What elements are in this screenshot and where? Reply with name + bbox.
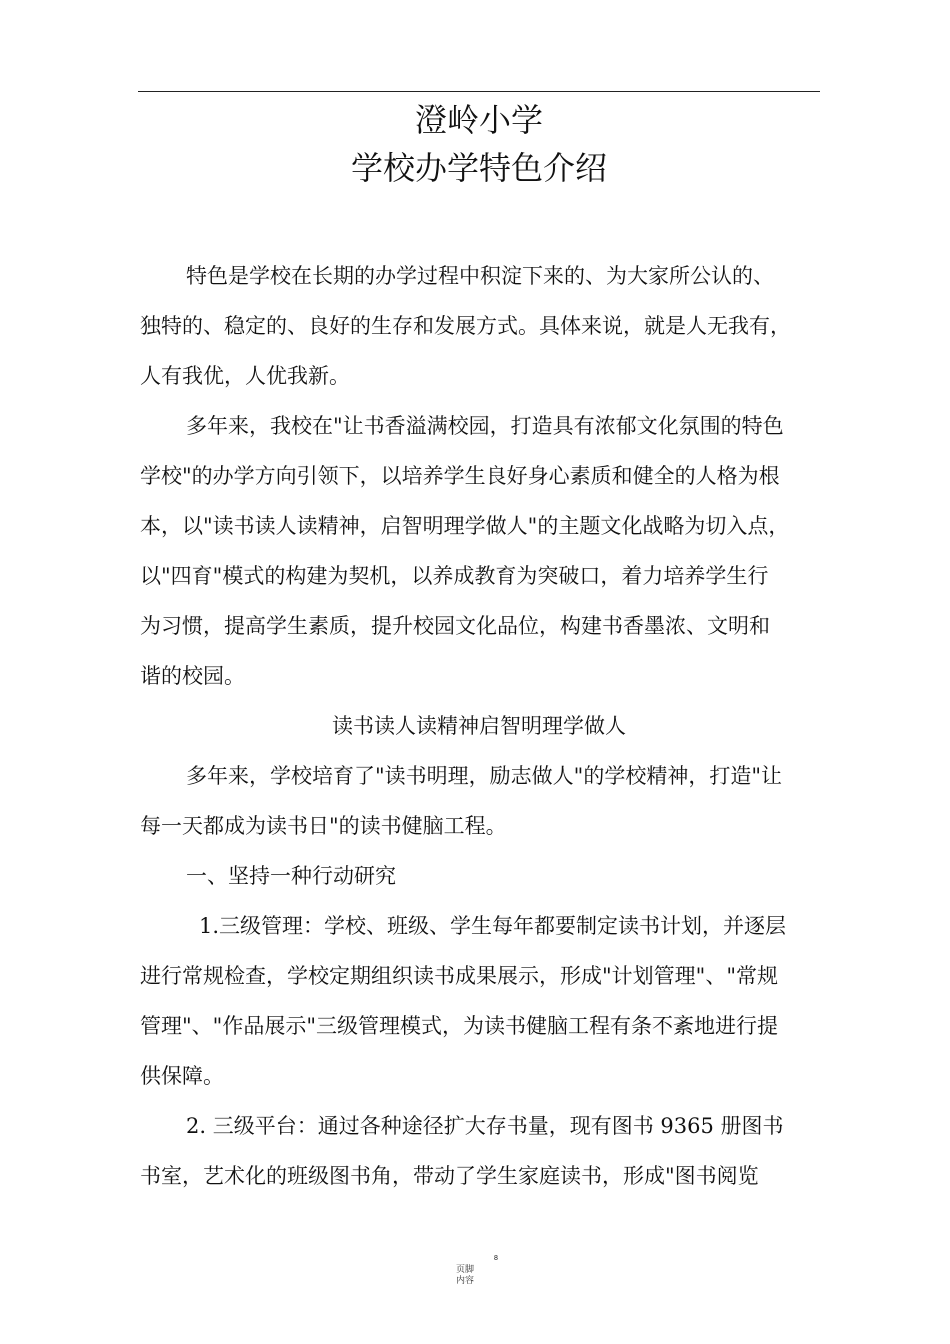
footer-label — [450, 1265, 480, 1287]
section-heading: 读书读人读精神启智明理学做人 — [332, 714, 626, 738]
body-line: 谐的校园。 — [140, 664, 245, 688]
body-line: 学校"的办学方向引领下，以培养学生良好身心素质和健全的人格为根 — [140, 464, 780, 488]
body-line: 独特的、稳定的、良好的生存和发展方式。具体来说，就是人无我有， — [140, 314, 791, 338]
body-line: 管理"、"作品展示"三级管理模式，为读书健脑工程有条不紊地进行提 — [140, 1014, 778, 1038]
document-title: 学校办学特色介绍 — [350, 149, 607, 187]
subheading: 一、坚持一种行动研究 — [186, 864, 396, 888]
footer-label-line: 内容 — [455, 1276, 474, 1286]
body-line: 供保障。 — [140, 1064, 224, 1088]
page-number: 8 — [494, 1255, 498, 1262]
body-line: 每一天都成为读书日"的读书健脑工程。 — [140, 814, 507, 838]
body-line: 以"四育"模式的构建为契机，以养成教育为突破口，着力培养学生行 — [140, 564, 769, 588]
body-line: 进行常规检查，学校定期组织读书成果展示，形成"计划管理"、"常规 — [140, 964, 778, 988]
body-line: 本，以"读书读人读精神，启智明理学做人"的主题文化战略为切入点， — [140, 514, 790, 538]
body-line: 2. 三级平台：通过各种途径扩大存书量，现有图书 9365 册图书 — [186, 1114, 784, 1138]
footer-label-line: 页脚 — [455, 1265, 474, 1275]
header-rule — [138, 91, 820, 92]
school-title: 澄岭小学 — [414, 101, 543, 139]
body-line: 多年来，我校在"让书香溢满校园，打造具有浓郁文化氛围的特色 — [186, 414, 784, 438]
body-line: 多年来，学校培育了"读书明理，励志做人"的学校精神，打造"让 — [186, 764, 782, 788]
body-line: 特色是学校在长期的办学过程中积淀下来的、为大家所公认的、 — [186, 264, 774, 288]
body-line: 人有我优，人优我新。 — [140, 364, 350, 388]
body-line: 1.三级管理：学校、班级、学生每年都要制定读书计划，并逐层 — [199, 914, 787, 938]
body-line: 为习惯，提高学生素质，提升校园文化品位，构建书香墨浓、文明和 — [140, 614, 770, 638]
body-line: 书室，艺术化的班级图书角，带动了学生家庭读书，形成"图书阅览 — [140, 1164, 759, 1188]
